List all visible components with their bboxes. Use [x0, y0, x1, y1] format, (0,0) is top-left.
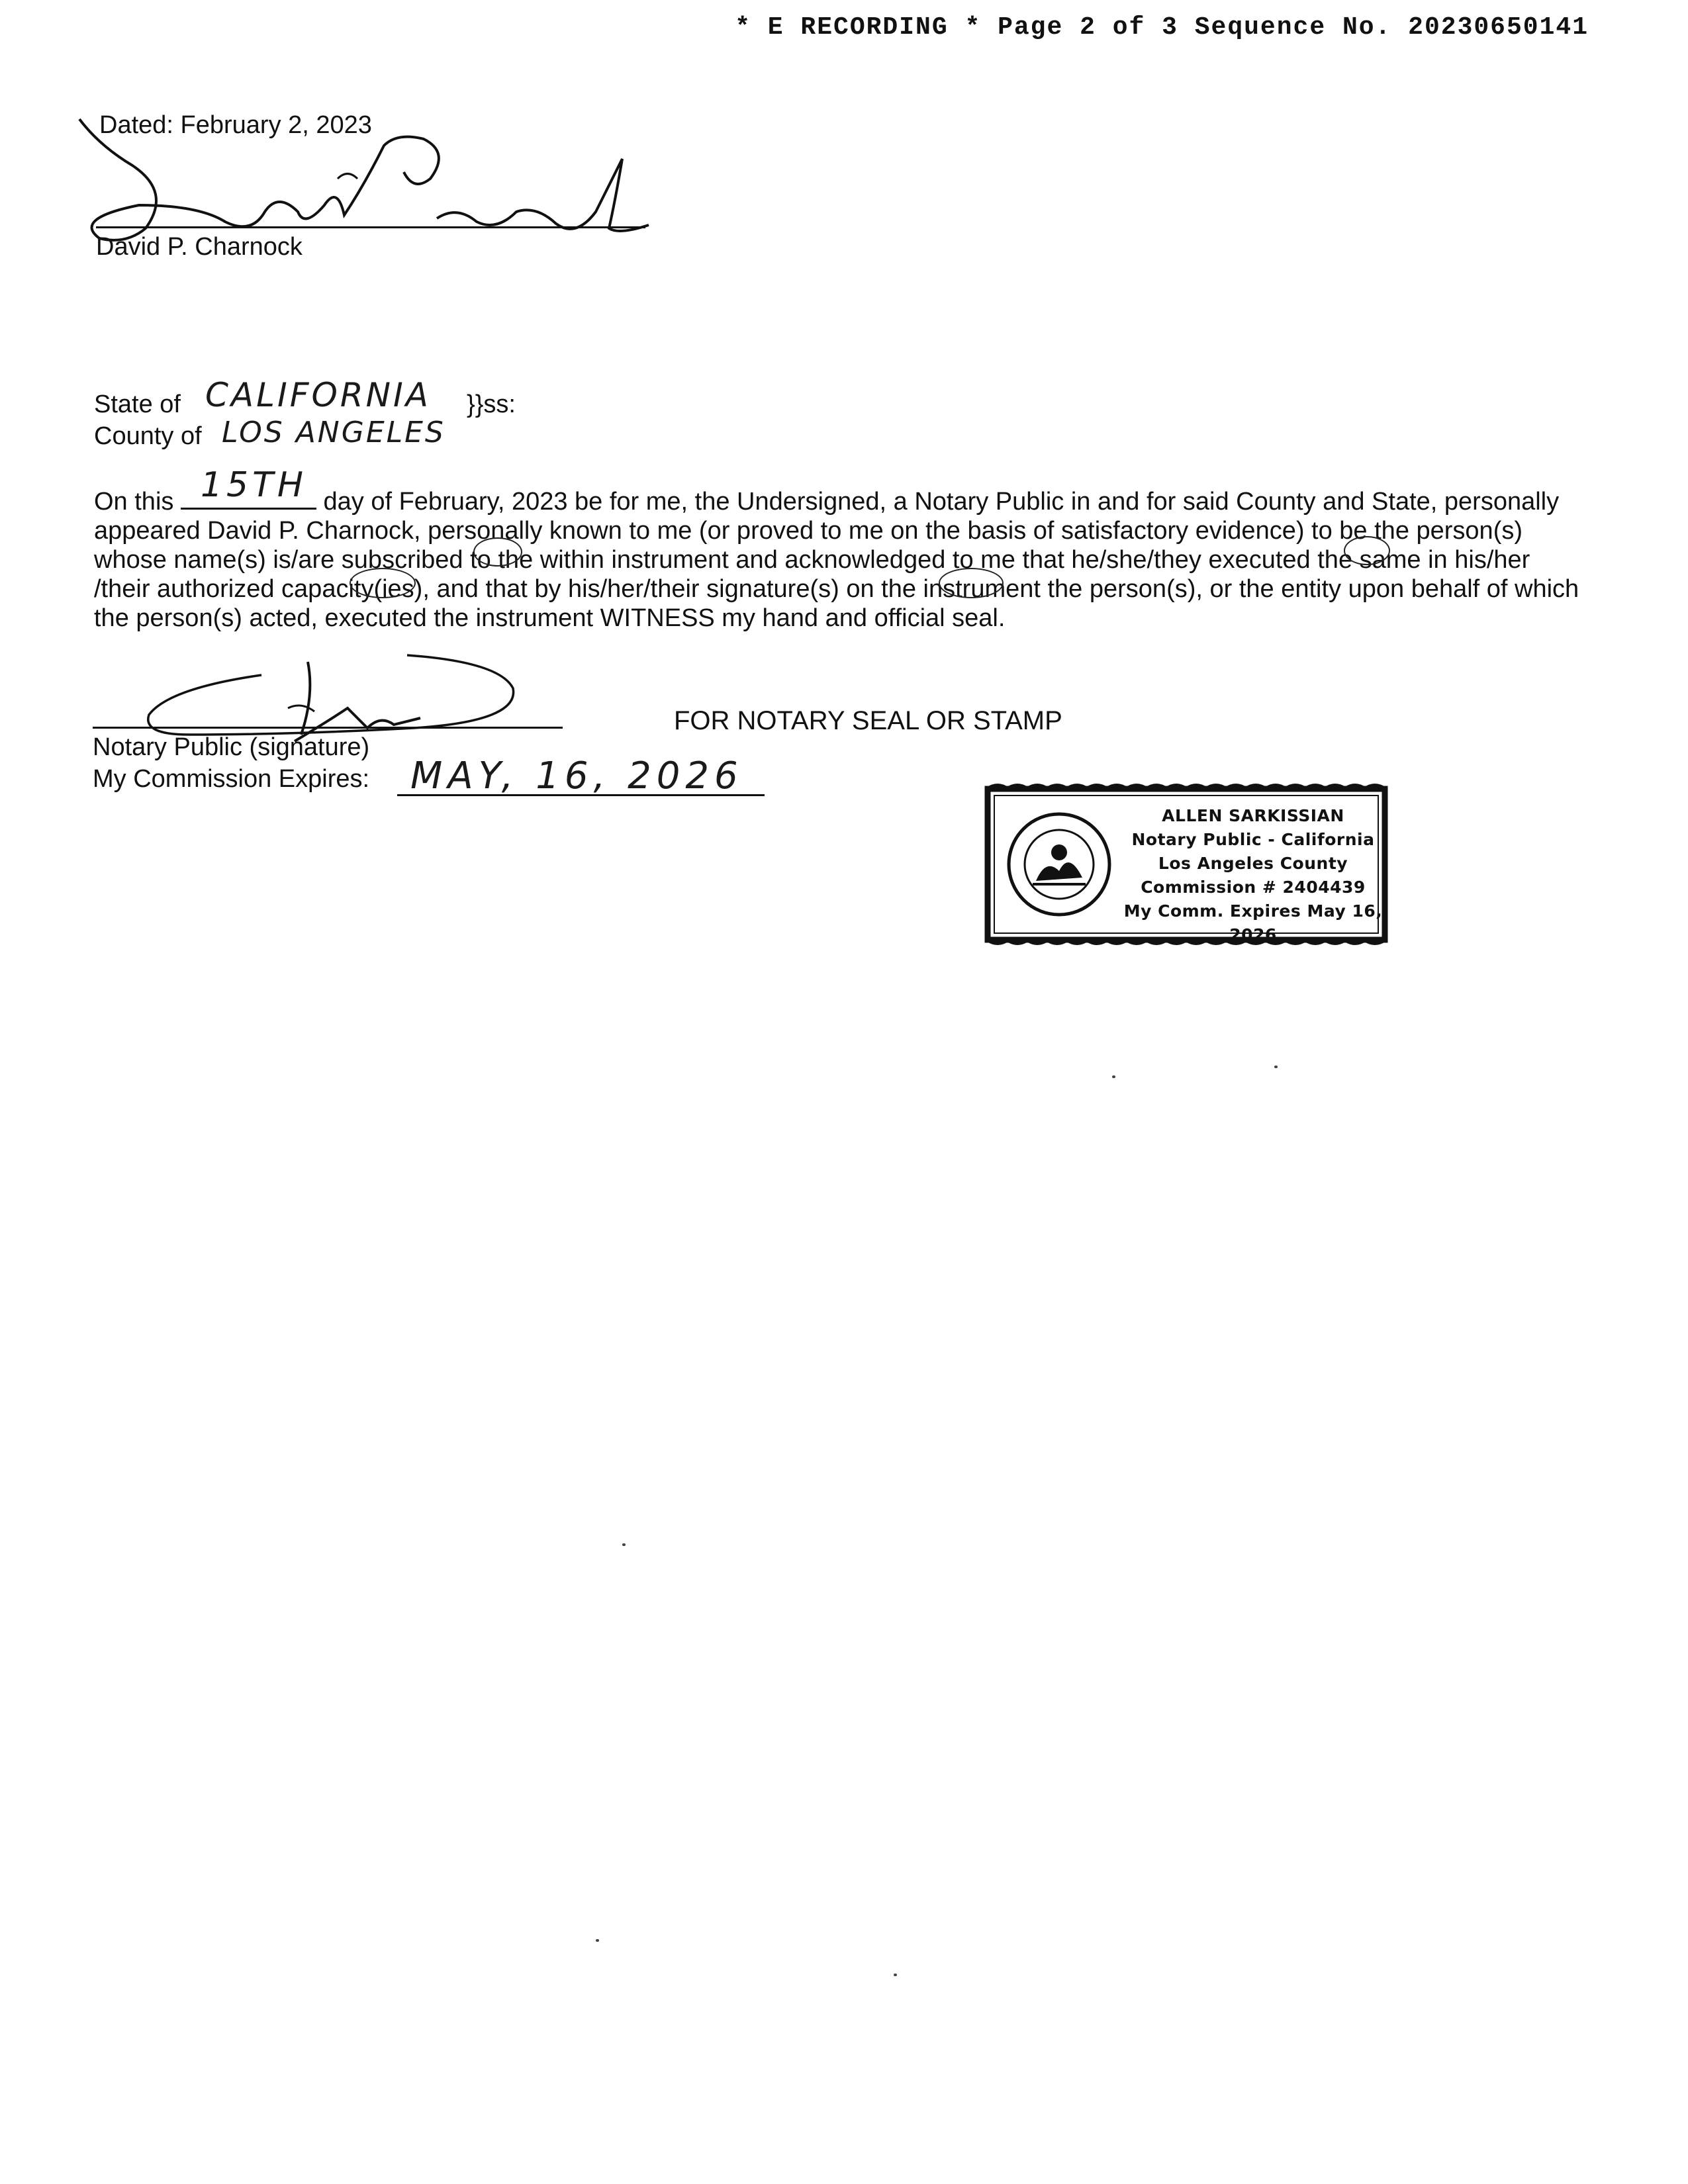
- county-handwritten: LOS ANGELES: [222, 416, 445, 449]
- commission-expires-line: [397, 794, 765, 796]
- notary-stamp-text: [1117, 804, 1389, 947]
- state-label: State of: [94, 390, 181, 418]
- stamp-expires: My Comm. Expires May 16, 2026: [1123, 901, 1383, 944]
- circle-mark: [939, 568, 1004, 598]
- notary-signature-label: Notary Public (signature): [93, 733, 370, 761]
- stamp-commission: Commission # 2404439: [1141, 878, 1366, 897]
- scan-speck: [894, 1974, 897, 1976]
- signer-signature-line: [96, 226, 645, 228]
- day-handwritten: 15TH: [200, 465, 307, 505]
- signer-name: David P. Charnock: [96, 233, 303, 261]
- scan-speck: [1112, 1075, 1115, 1078]
- commission-expires-handwritten: MAY, 16, 2026: [410, 754, 743, 797]
- stamp-name: ALLEN SARKISSIAN: [1162, 806, 1344, 825]
- scan-speck: [596, 1939, 599, 1942]
- ack-prefix: On this: [94, 488, 174, 516]
- ack-text: day of February, 2023 be for me, the Undersigned, a Notary Public in and for said County and State, personally appeared David P. Charnock, personally known to me (or proved to me on the basis of satisfactory evidence) to be the person(s) whose name(s) is/are subscribed to the within instrument and acknowledged to me that he/she/they executed the same in his/her /their authorized capacity(ies), and that by his/her/their signature(s) on the instrument the person(s), or the entity upon behalf of which the person(s) acted, executed the instrument WITNESS my hand and official seal.: [94, 488, 1579, 632]
- notary-signature-line: [93, 727, 563, 729]
- scan-speck: [1274, 1066, 1278, 1068]
- state-seal-icon: [1006, 811, 1112, 917]
- stamp-county: Los Angeles County: [1158, 854, 1348, 873]
- state-handwritten: CALIFORNIA: [205, 376, 431, 414]
- day-blank: [181, 465, 316, 510]
- county-label: County of: [94, 422, 202, 450]
- ss-marker: }}ss:: [467, 390, 516, 418]
- commission-expires-label: My Commission Expires:: [93, 765, 370, 793]
- circle-mark: [1344, 536, 1390, 565]
- recording-header: * E RECORDING * Page 2 of 3 Sequence No. 20230650141: [735, 13, 1589, 42]
- stamp-title: Notary Public - California: [1131, 830, 1375, 849]
- circle-mark: [473, 537, 522, 567]
- seal-heading: FOR NOTARY SEAL OR STAMP: [674, 706, 1062, 735]
- circle-mark: [350, 568, 416, 598]
- scan-speck: [622, 1543, 626, 1546]
- dated-line: Dated: February 2, 2023: [99, 111, 372, 139]
